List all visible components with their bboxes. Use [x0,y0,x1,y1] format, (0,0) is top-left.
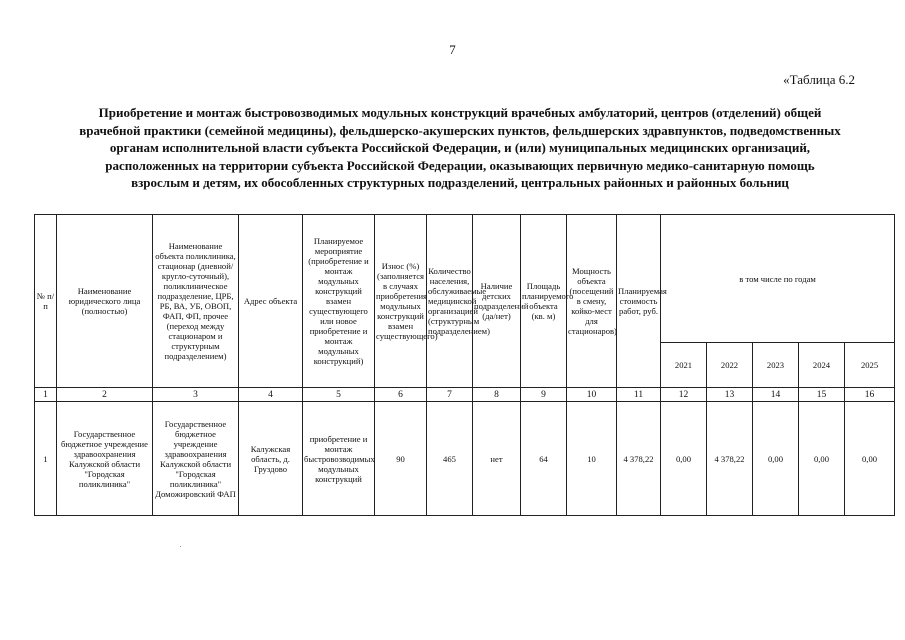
cell-num: 1 [35,402,57,516]
column-number: 3 [153,388,239,402]
data-table [34,214,895,516]
header-years-group: в том числе по годам [661,215,895,343]
cell-area: 64 [521,402,567,516]
page-number: 7 [449,42,456,57]
document-title: Приобретение и монтаж быстровозводимых модульных конструкций врачебных амбулаторий, центров (отделений) общей врачебной практики (семейной медицины), фельдшерско-акушерских пунктов, фельдшерских здравпунктов, подведомственных органам исполнительной власти субъекта Российской Федерации, и (или) муниципальных медицинских организаций, расположенных на территории субъекта Российской Федерации, оказывающих первичную медико-санитарную помощь взрослым и детям, их обособленных структурных подразделений, центральных районных и районных больниц [79,105,841,190]
header-legal-name: Наименование юридического лица (полностью) [57,215,153,388]
header-cost: Планируемая стоимость работ, руб. [617,215,661,388]
column-number: 14 [753,388,799,402]
cell-year-2022: 4 378,22 [707,402,753,516]
header-population: Количество населения, обслуживаемые медицинской организацией (структурным подразделением) [427,215,473,388]
header-year: 2025 [845,343,895,388]
cell-object-name: Государственное бюджетное учреждение здравоохранения Калужской области "Городская поликлиника" Доможировский ФАП [153,402,239,516]
header-year: 2022 [707,343,753,388]
header-area: Площадь планируемого объекта (кв. м) [521,215,567,388]
cell-year-2021: 0,00 [661,402,707,516]
column-numbers-row [35,388,895,402]
column-number: 7 [427,388,473,402]
table-label: «Таблица 6.2 [783,72,855,87]
table-row [35,402,895,516]
cell-planned-measure: приобретение и монтаж быстровозводимых модульных конструкций [303,402,375,516]
header-address: Адрес объекта [239,215,303,388]
header-wear: Износ (%) (заполняется в случаях приобретения модульных конструкций взамен существующего) [375,215,427,388]
cell-population: 465 [427,402,473,516]
column-number: 15 [799,388,845,402]
cell-wear: 90 [375,402,427,516]
column-number: 4 [239,388,303,402]
column-number: 11 [617,388,661,402]
cell-cost: 4 378,22 [617,402,661,516]
column-number: 6 [375,388,427,402]
header-planned-measure: Планируемое мероприятие (приобретение и монтаж модульных конструкций взамен существующего или новое приобретение и монтаж модульных конструкций) [303,215,375,388]
header-year: 2024 [799,343,845,388]
column-number: 1 [35,388,57,402]
column-number: 10 [567,388,617,402]
header-year: 2023 [753,343,799,388]
column-number: 9 [521,388,567,402]
cell-children-units: нет [473,402,521,516]
column-number: 13 [707,388,753,402]
cell-address: Калужская область, д. Груздово [239,402,303,516]
column-number: 12 [661,388,707,402]
header-object-name: Наименование объекта поликлиника, стационар (дневной/кругло-суточный), поликлиническое подразделение, ЦРБ, РБ, ВА, УБ, ОВОП, ФАП, ФП, прочее (переход между стационаром и структурным подразделением) [153,215,239,388]
cell-year-2025: 0,00 [845,402,895,516]
header-children-units: Наличие детских подразделений (да/нет) [473,215,521,388]
header-year: 2021 [661,343,707,388]
column-number: 8 [473,388,521,402]
column-number: 5 [303,388,375,402]
cell-year-2023: 0,00 [753,402,799,516]
header-capacity: Мощность объекта (посещений в смену, койко-мест для стационаров) [567,215,617,388]
cell-year-2024: 0,00 [799,402,845,516]
cell-capacity: 10 [567,402,617,516]
column-number: 2 [57,388,153,402]
header-num: № п/п [35,215,57,388]
column-number: 16 [845,388,895,402]
scan-mark [180,546,181,547]
cell-legal-name: Государственное бюджетное учреждение здравоохранения Калужской области "Городская поликлиника" [57,402,153,516]
header-row [35,215,895,343]
